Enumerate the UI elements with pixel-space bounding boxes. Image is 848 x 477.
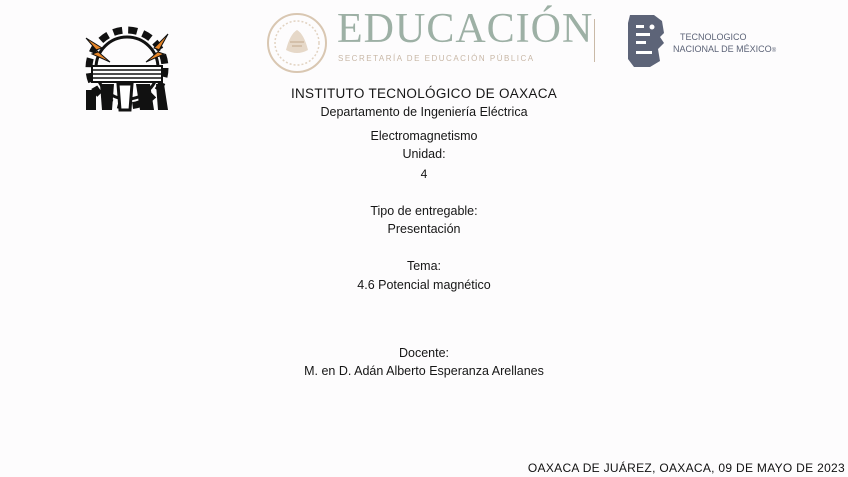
unit-label: Unidad: xyxy=(402,147,446,161)
place-and-date: OAXACA DE JUÁREZ, OAXACA, 09 DE MAYO DE 2023 xyxy=(527,461,845,475)
teacher-value: M. en D. Adán Alberto Esperanza Arellanes xyxy=(304,364,544,378)
department-name: Departamento de Ingeniería Eléctrica xyxy=(320,105,528,119)
deliverable-value: Presentación xyxy=(387,222,461,236)
topic-value: 4.6 Potencial magnético xyxy=(357,278,491,292)
deliverable-label: Tipo de entregable: xyxy=(370,204,478,218)
teacher-label: Docente: xyxy=(398,346,450,360)
tecnm-wordmark xyxy=(673,31,776,57)
mexico-seal-icon xyxy=(266,12,328,74)
tecnm-registered-mark: ® xyxy=(771,48,777,54)
tecnm-line-1: TECNOLOGICO xyxy=(680,32,747,42)
education-subtitle: SECRETARÍA DE EDUCACIÓN PÚBLICA xyxy=(338,54,535,63)
subject-name: Electromagnetismo xyxy=(370,129,478,143)
education-title: EDUCACIÓN xyxy=(337,6,594,52)
institute-name: INSTITUTO TECNOLÓGICO DE OAXACA xyxy=(290,86,558,101)
unit-value: 4 xyxy=(420,167,428,181)
tecnm-line-2: NACIONAL DE MÉXICO xyxy=(673,44,772,54)
tecnm-logo-icon xyxy=(624,9,670,71)
header-divider xyxy=(594,19,595,62)
topic-label: Tema: xyxy=(406,259,442,273)
